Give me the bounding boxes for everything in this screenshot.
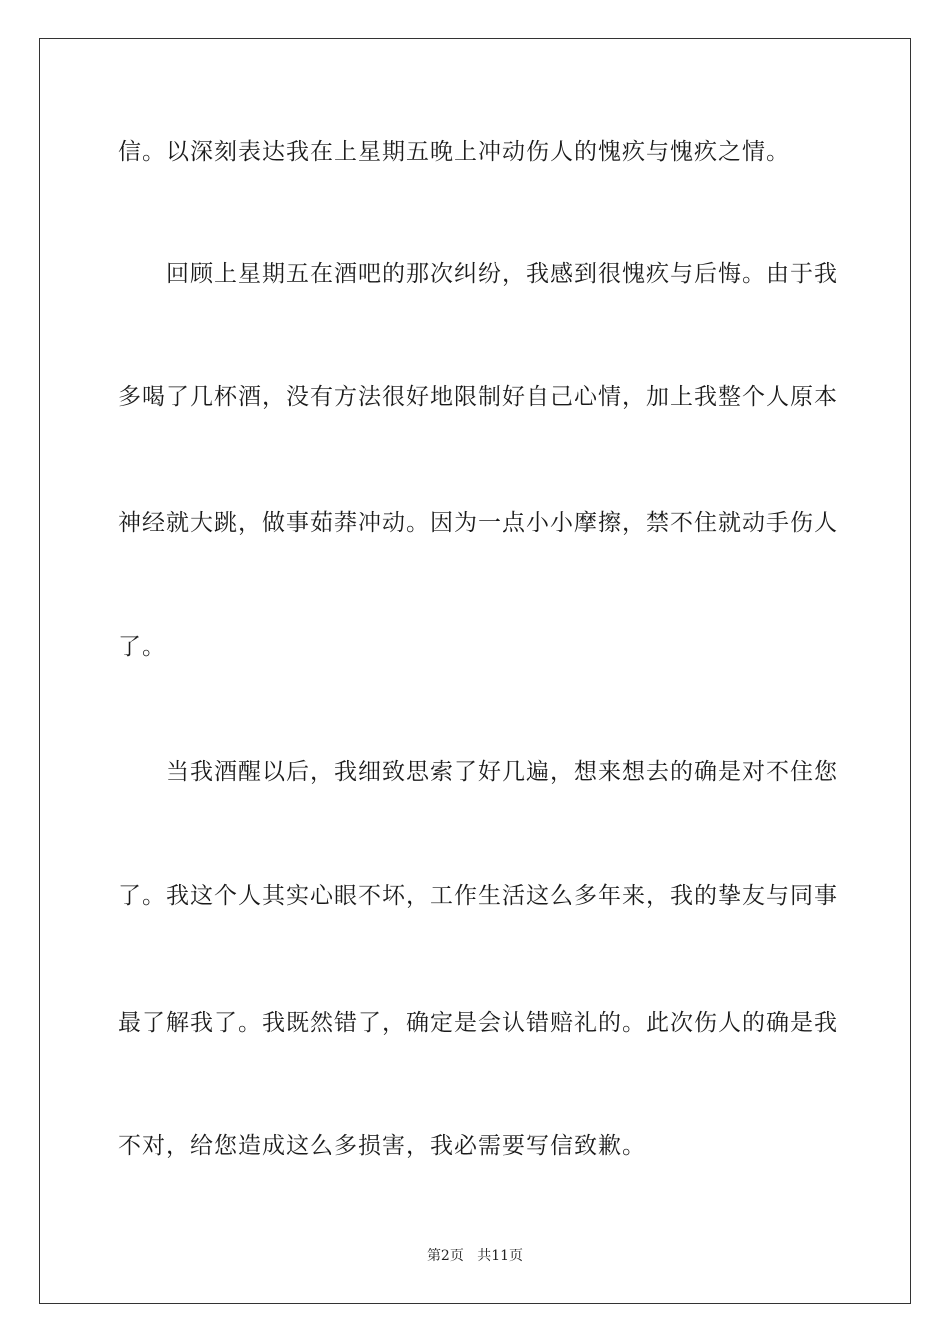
text-line-2: 回顾上星期五在酒吧的那次纠纷，我感到很愧疚与后悔。由于我 <box>166 261 838 287</box>
text-line-4: 神经就大跳，做事茹莽冲动。因为一点小小摩擦，禁不住就动手伤人 <box>118 510 838 536</box>
page-total: 共11页 <box>477 1248 524 1264</box>
text-line-3: 多喝了几杯酒，没有方法很好地限制好自己心情，加上我整个人原本 <box>118 384 838 410</box>
text-line-9: 不对，给您造成这么多损害，我必需要写信致歉。 <box>118 1133 646 1159</box>
text-line-8: 最了解我了。我既然错了，确定是会认错赔礼的。此次伤人的确是我 <box>118 1010 838 1036</box>
page-number: 第2页 <box>426 1248 464 1264</box>
text-line-5: 了。 <box>118 634 166 660</box>
text-line-7: 了。我这个人其实心眼不坏，工作生活这么多年来，我的挚友与同事 <box>118 883 838 909</box>
text-line-1: 信。以深刻表达我在上星期五晚上冲动伤人的愧疚与愧疚之情。 <box>118 139 790 165</box>
text-line-6: 当我酒醒以后，我细致思索了好几遍，想来想去的确是对不住您 <box>166 759 838 785</box>
page-border <box>39 38 911 1304</box>
page-footer <box>0 1247 950 1265</box>
